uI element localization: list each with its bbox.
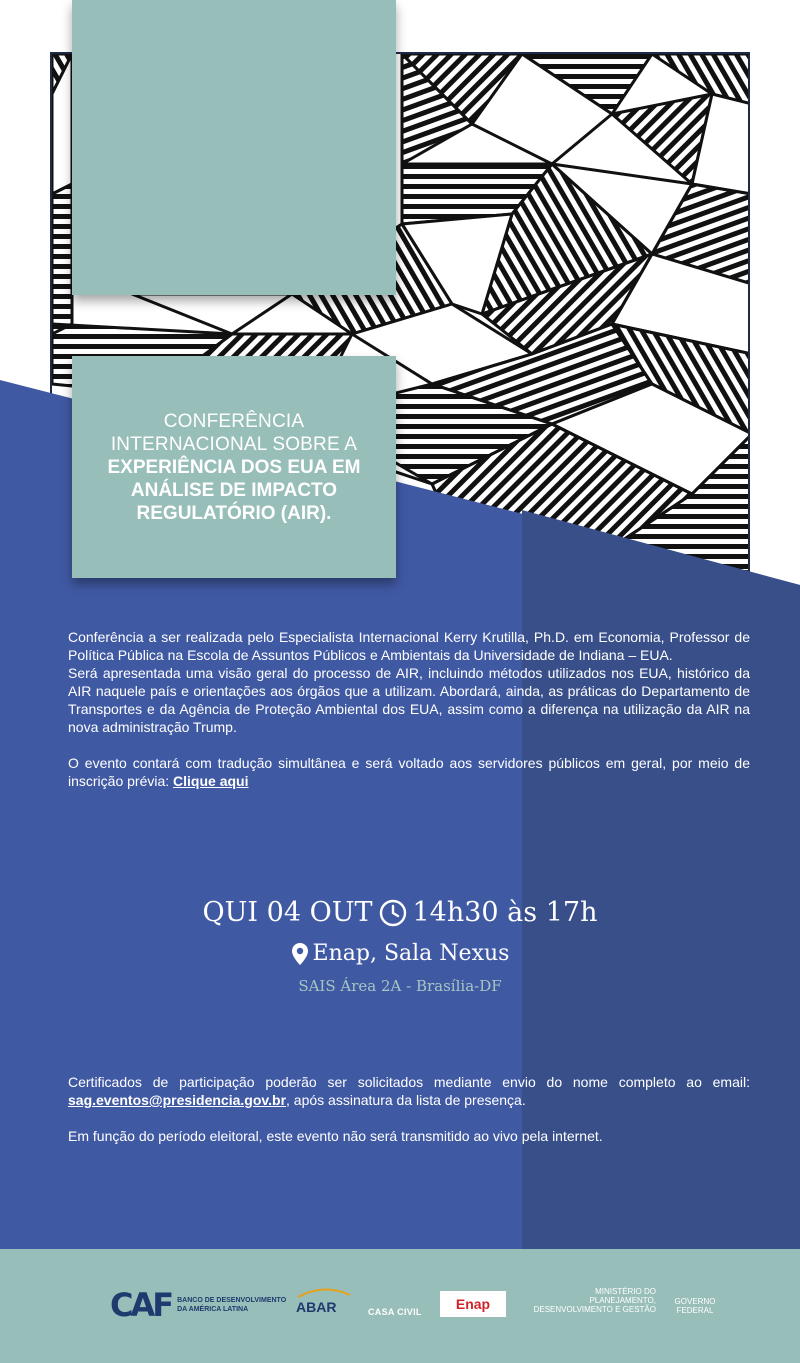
certificates-info bbox=[68, 1073, 750, 1145]
governo-line-1: GOVERNO bbox=[674, 1297, 716, 1306]
conference-title-card bbox=[72, 356, 396, 578]
abar-swoosh-icon bbox=[296, 1287, 352, 1299]
abar-text: ABAR bbox=[296, 1299, 337, 1315]
governo-line-2: FEDERAL bbox=[676, 1306, 714, 1315]
certificates-prefix: Certificados de participação poderão ser solicitados mediante envio do nome completo ao email: bbox=[68, 1074, 750, 1090]
caf-mark: CAF bbox=[110, 1286, 172, 1324]
casa-civil-logo: CASA CIVIL bbox=[368, 1307, 422, 1317]
enap-logo bbox=[440, 1291, 506, 1317]
caf-logo bbox=[110, 1286, 287, 1324]
title-line-4: ANÁLISE DE IMPACTO bbox=[130, 479, 338, 501]
caf-text-line-1: BANCO DE DESENVOLVIMENTO bbox=[177, 1297, 287, 1304]
description-paragraph-1: Conferência a ser realizada pelo Especialista Internacional Kerry Krutilla, Ph.D. em Economia, Professor de Política Pública na Escola de Assuntos Públicos e Ambientais da Universidade de Indiana – EUA. bbox=[68, 629, 750, 663]
caf-text bbox=[177, 1296, 286, 1314]
ministerio-line-1: MINISTÉRIO DO bbox=[595, 1287, 656, 1296]
event-description bbox=[68, 628, 750, 790]
title-line-3: EXPERIÊNCIA DOS EUA EM bbox=[107, 456, 361, 478]
ministerio-line-2: PLANEJAMENTO, bbox=[589, 1296, 656, 1305]
registration-text: O evento contará com tradução simultânea e será voltado aos servidores públicos em geral, por meio de inscrição prévia: bbox=[68, 755, 750, 789]
abar-logo bbox=[296, 1287, 352, 1315]
event-date: QUI 04 OUT bbox=[202, 897, 373, 928]
caf-text-line-2: DA AMÉRICA LATINA bbox=[177, 1306, 249, 1313]
event-location bbox=[0, 938, 800, 970]
event-time: 14h30 às 17h bbox=[412, 897, 598, 928]
title-line-1: CONFERÊNCIA bbox=[163, 410, 305, 432]
ministerio-line-3: DESENVOLVIMENTO E GESTÃO bbox=[533, 1305, 656, 1314]
certificates-paragraph bbox=[68, 1073, 750, 1109]
location-pin-icon bbox=[291, 942, 309, 966]
clock-icon bbox=[379, 899, 407, 927]
description-paragraph-2: Será apresentada uma visão geral do processo de AIR, incluindo métodos utilizados nos EUA, histórico da AIR naquele país e orientações aos órgãos que a utilizam. Abordará, ainda, as práticas do Departamento de Transportes e da Agência de Proteção Ambiental dos EUA, assim como a diferença na utilização da AIR na nova administração Trump. bbox=[68, 665, 750, 735]
register-link[interactable]: Clique aqui bbox=[173, 773, 249, 789]
certificates-suffix: , após assinatura da lista de presença. bbox=[286, 1092, 526, 1108]
description-paragraph-3 bbox=[68, 754, 750, 790]
event-address: SAIS Área 2A - Brasília-DF bbox=[298, 977, 502, 995]
ministerio-logo bbox=[512, 1287, 656, 1314]
title-line-5: REGULATÓRIO (AIR). bbox=[136, 502, 332, 524]
enap-mark: Enap bbox=[440, 1291, 506, 1317]
contact-email-link[interactable]: sag.eventos@presidencia.gov.br bbox=[68, 1092, 287, 1108]
governo-federal-logo bbox=[672, 1297, 718, 1315]
event-datetime bbox=[0, 895, 800, 931]
event-place: Enap, Sala Nexus bbox=[312, 941, 510, 966]
broadcast-notice: Em função do período eleitoral, este evento não será transmitido ao vivo pela internet. bbox=[68, 1128, 603, 1144]
sponsors-footer bbox=[0, 1249, 800, 1363]
title-line-2: INTERNACIONAL SOBRE A bbox=[110, 433, 358, 455]
